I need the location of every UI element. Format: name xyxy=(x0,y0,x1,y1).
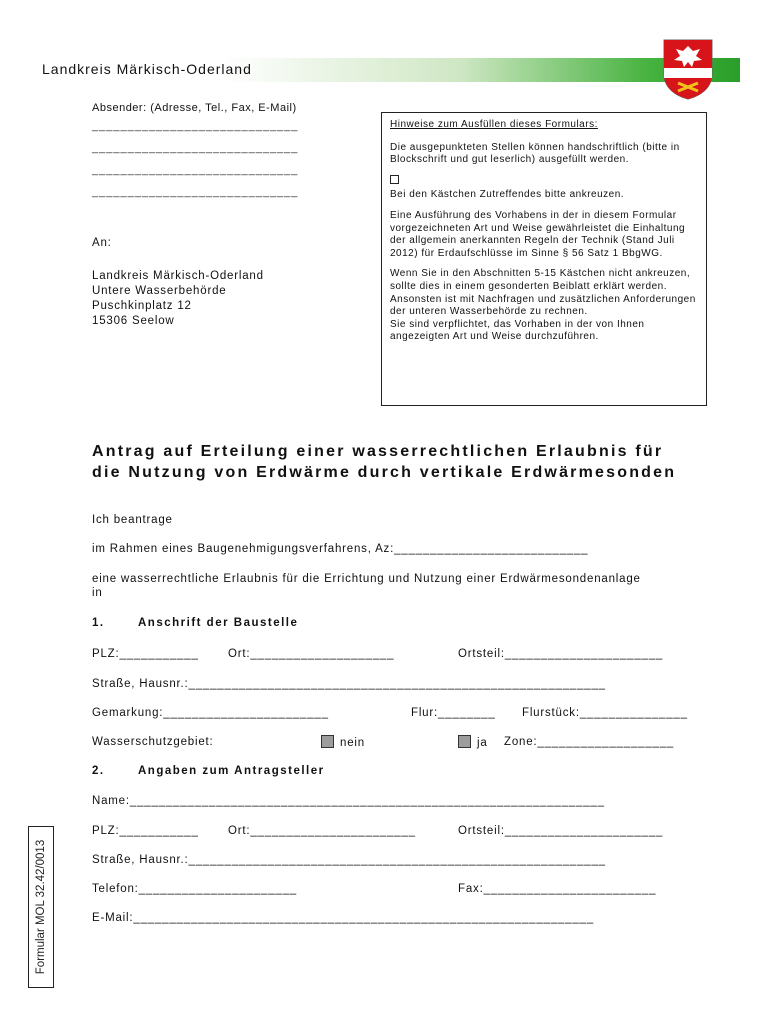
coat-of-arms-icon xyxy=(662,38,714,100)
applicant-fax-field[interactable]: Fax:________________________ xyxy=(458,883,657,895)
header-title: Landkreis Märkisch-Oderland xyxy=(42,61,252,77)
form-id: Formular MOL 32.42/0013 xyxy=(35,839,47,975)
recipient-line: Landkreis Märkisch-Oderland xyxy=(92,270,264,282)
intro-line-3: eine wasserrechtliche Erlaubnis für die Errichtung und Nutzung einer Erdwärmesondenanlage xyxy=(92,573,641,585)
intro-line-4: in xyxy=(92,587,103,599)
instructions-p4: Wenn Sie in den Abschnitten 5-15 Kästchen nicht ankreuzen, sollte dies in einem gesonderten Beiblatt erklärt werden. Ansonsten ist mit Nachfragen und zusätzlichen Anforderungen der unteren Wasserbehörde zu rechnen. xyxy=(390,268,696,318)
applicant-ortsteil-field[interactable]: Ortsteil:______________________ xyxy=(458,825,664,837)
option-ja-label: ja xyxy=(477,737,488,749)
form-title-line-2: die Nutzung von Erdwärme durch vertikale Erdwärmesonden xyxy=(92,464,677,481)
sender-line-4[interactable]: _____________________________ xyxy=(92,186,299,198)
site-street-field[interactable]: Straße, Hausnr.:__________________________________________________________ xyxy=(92,678,606,690)
site-ort-field[interactable]: Ort:____________________ xyxy=(228,648,395,660)
checkbox-nein[interactable] xyxy=(321,735,334,748)
zone-field[interactable]: Zone:___________________ xyxy=(504,736,675,748)
option-nein-label: nein xyxy=(340,737,365,749)
section-2-heading xyxy=(92,765,325,777)
applicant-street-field[interactable]: Straße, Hausnr.:__________________________________________________________ xyxy=(92,854,606,866)
recipient-line: Untere Wasserbehörde xyxy=(92,285,227,297)
sender-label: Absender: (Adresse, Tel., Fax, E-Mail) xyxy=(92,102,297,114)
instructions-heading: Hinweise zum Ausfüllen dieses Formulars: xyxy=(390,119,598,130)
section-title: Angaben zum Antragsteller xyxy=(138,765,325,777)
site-gemarkung-field[interactable]: Gemarkung:_______________________ xyxy=(92,707,329,719)
site-ortsteil-field[interactable]: Ortsteil:______________________ xyxy=(458,648,664,660)
recipient-line: Puschkinplatz 12 xyxy=(92,300,192,312)
applicant-plz-field[interactable]: PLZ:___________ xyxy=(92,825,199,837)
instructions-p5: Sie sind verpflichtet, das Vorhaben in der von Ihnen angezeigten Art und Weise durchzuführen. xyxy=(390,318,645,343)
site-flurstueck-field[interactable]: Flurstück:_______________ xyxy=(522,707,688,719)
intro-az-field[interactable]: im Rahmen eines Baugenehmigungsverfahrens, Az:___________________________ xyxy=(92,543,589,555)
recipient-label: An: xyxy=(92,237,112,249)
instructions-box xyxy=(381,112,707,406)
option-nein[interactable] xyxy=(321,735,365,751)
checkbox-ja[interactable] xyxy=(458,735,471,748)
recipient-line: 15306 Seelow xyxy=(92,315,175,327)
instructions-p3: Eine Ausführung des Vorhabens in der in diesem Formular vorgezeichneten Art und Weise gewährleistet die Einhaltung der allgemein anerkannten Regeln der Technik (Stand Juli 2012) für Erdaufschlüsse im Sinne § 56 Satz 1 BbgWG. xyxy=(390,209,686,259)
sender-line-1[interactable]: _____________________________ xyxy=(92,120,299,132)
checkbox-icon xyxy=(390,175,399,184)
option-ja[interactable] xyxy=(458,735,488,751)
water-protection-label: Wasserschutzgebiet: xyxy=(92,736,214,748)
site-flur-field[interactable]: Flur:________ xyxy=(411,707,496,719)
instructions-p2: Bei den Kästchen Zutreffendes bitte ankreuzen. xyxy=(390,189,625,201)
section-1-heading xyxy=(92,617,298,629)
section-number: 1. xyxy=(92,617,105,629)
applicant-phone-field[interactable]: Telefon:______________________ xyxy=(92,883,297,895)
form-title xyxy=(92,441,732,483)
intro-line-1: Ich beantrage xyxy=(92,514,173,526)
applicant-name-field[interactable]: Name:__________________________________________________________________ xyxy=(92,795,605,807)
applicant-email-field[interactable]: E-Mail:________________________________________________________________ xyxy=(92,912,594,924)
recipient-block xyxy=(92,236,264,329)
site-plz-field[interactable]: PLZ:___________ xyxy=(92,648,199,660)
applicant-ort-field[interactable]: Ort:_______________________ xyxy=(228,825,416,837)
instructions-p1: Die ausgepunkteten Stellen können handschriftlich (bitte in Blockschrift und gut leserlich) ausgefüllt werden. xyxy=(390,141,680,166)
section-number: 2. xyxy=(92,765,105,777)
section-title: Anschrift der Baustelle xyxy=(138,617,299,629)
sender-line-3[interactable]: _____________________________ xyxy=(92,164,299,176)
form-title-line-1: Antrag auf Erteilung einer wasserrechtlichen Erlaubnis für xyxy=(92,443,664,460)
sender-line-2[interactable]: _____________________________ xyxy=(92,142,299,154)
